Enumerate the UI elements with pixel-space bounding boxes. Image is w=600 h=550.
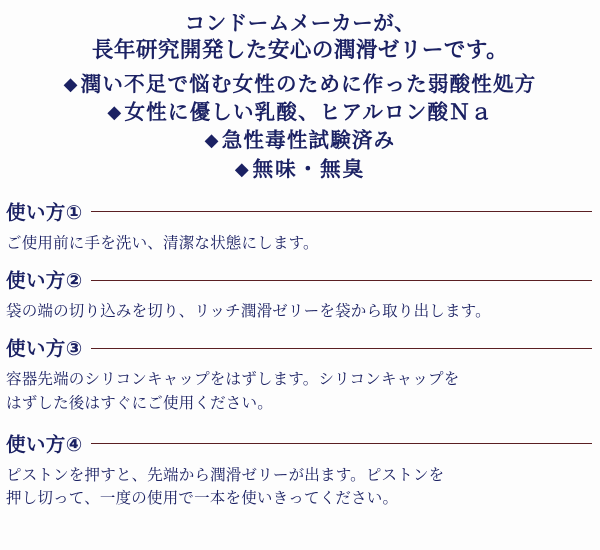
usage-step-title: 使い方③ (6, 337, 83, 361)
usage-step-3 (6, 333, 592, 415)
feature-bullet-item (0, 98, 600, 126)
feature-bullet-label: 無味・無臭 (252, 156, 366, 181)
feature-bullet-item (0, 155, 600, 183)
feature-bullet-list (0, 70, 600, 183)
usage-step-line: 袋の端の切り込みを切り、リッチ潤滑ゼリーを袋から取り出します。 (6, 302, 491, 321)
diamond-icon: ◆ (63, 73, 79, 95)
usage-step-header (6, 265, 592, 293)
usage-step-line: はずした後はすぐにご使用ください。 (6, 393, 273, 412)
usage-step-body (6, 232, 592, 255)
headline-block (0, 0, 600, 66)
horizontal-rule (91, 211, 592, 212)
feature-bullet-item (0, 70, 600, 98)
usage-step-line: 容器先端のシリコンキャップをはずします。シリコンキャップを (6, 370, 460, 389)
usage-step-line: ご使用前に手を洗い、清潔な状態にします。 (6, 233, 319, 252)
usage-step-2 (6, 265, 592, 323)
usage-step-line: 押し切って、一度の使用で一本を使いきってください。 (6, 489, 399, 508)
feature-bullet-item (0, 126, 600, 154)
usage-steps (0, 197, 600, 511)
usage-step-header (6, 197, 592, 225)
feature-bullet-label: 急性毒性試験済み (221, 128, 396, 153)
usage-step-body (6, 300, 592, 323)
headline-line-2: 長年研究開発した安心の潤滑ゼリーです。 (91, 38, 509, 64)
diamond-icon: ◆ (204, 130, 220, 152)
usage-step-body (6, 464, 592, 511)
feature-bullet-label: 女性に優しい乳酸、ヒアルロン酸Ｎａ (124, 100, 493, 125)
usage-step-1 (6, 197, 592, 255)
usage-step-header (6, 333, 592, 361)
usage-step-title: 使い方④ (6, 432, 83, 456)
usage-step-title: 使い方② (6, 269, 83, 293)
usage-step-body (6, 368, 592, 415)
usage-step-title: 使い方① (6, 200, 83, 224)
usage-step-4 (6, 429, 592, 511)
headline-line-1: コンドームメーカーが、 (184, 11, 416, 35)
usage-step-header (6, 429, 592, 457)
horizontal-rule (91, 280, 592, 281)
horizontal-rule (91, 348, 592, 349)
usage-step-line: ピストンを押すと、先端から潤滑ゼリーが出ます。ピストンを (6, 465, 445, 484)
feature-bullet-label: 潤い不足で悩む女性のために作った弱酸性処方 (80, 71, 537, 96)
diamond-icon: ◆ (107, 102, 123, 124)
horizontal-rule (91, 443, 592, 444)
diamond-icon: ◆ (234, 158, 251, 180)
